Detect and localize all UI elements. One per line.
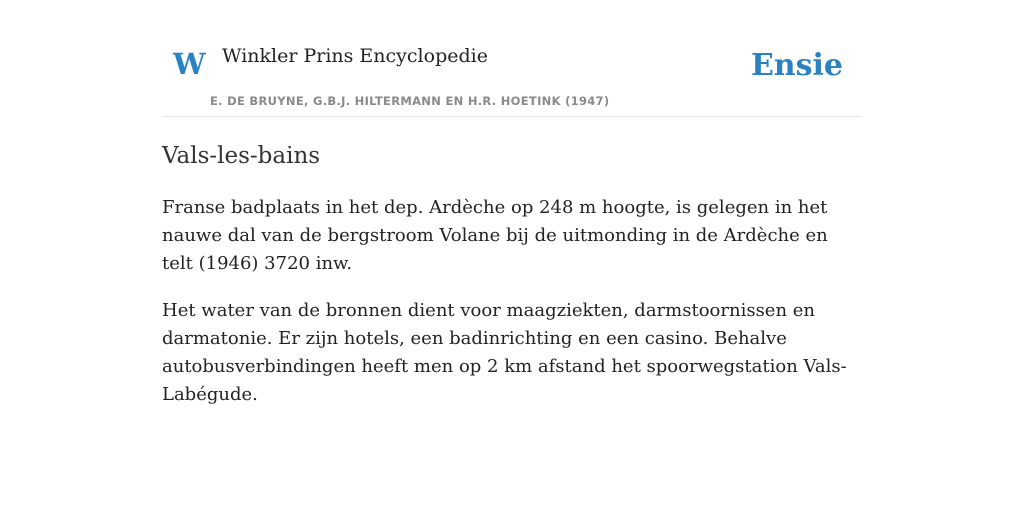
winkler-prins-logo[interactable]: W (173, 47, 206, 81)
source-authors: E. DE BRUYNE, G.B.J. HILTERMANN EN H.R. HOETINK (1947) (210, 94, 610, 108)
ensie-logo[interactable]: Ensie (750, 48, 843, 83)
article-paragraph: Het water van de bronnen dient voor maagziekten, darmstoornissen en darmatonie. Er zijn hotels, een badinrichting en een casino. Behalve autobusverbindingen heeft men op 2 km afstand het spoorwegstation Vals-Labégude. (162, 300, 847, 405)
source-title[interactable]: Winkler Prins Encyclopedie (222, 45, 488, 67)
article-title: Vals-les-bains (162, 143, 321, 169)
page-container (162, 0, 862, 409)
source-header (162, 0, 862, 117)
article-paragraph: Franse badplaats in het dep. Ardèche op 248 m hoogte, is gelegen in het nauwe dal van de bergstroom Volane bij de uitmonding in de Ardèche en telt (1946) 3720 inw. (162, 197, 828, 274)
